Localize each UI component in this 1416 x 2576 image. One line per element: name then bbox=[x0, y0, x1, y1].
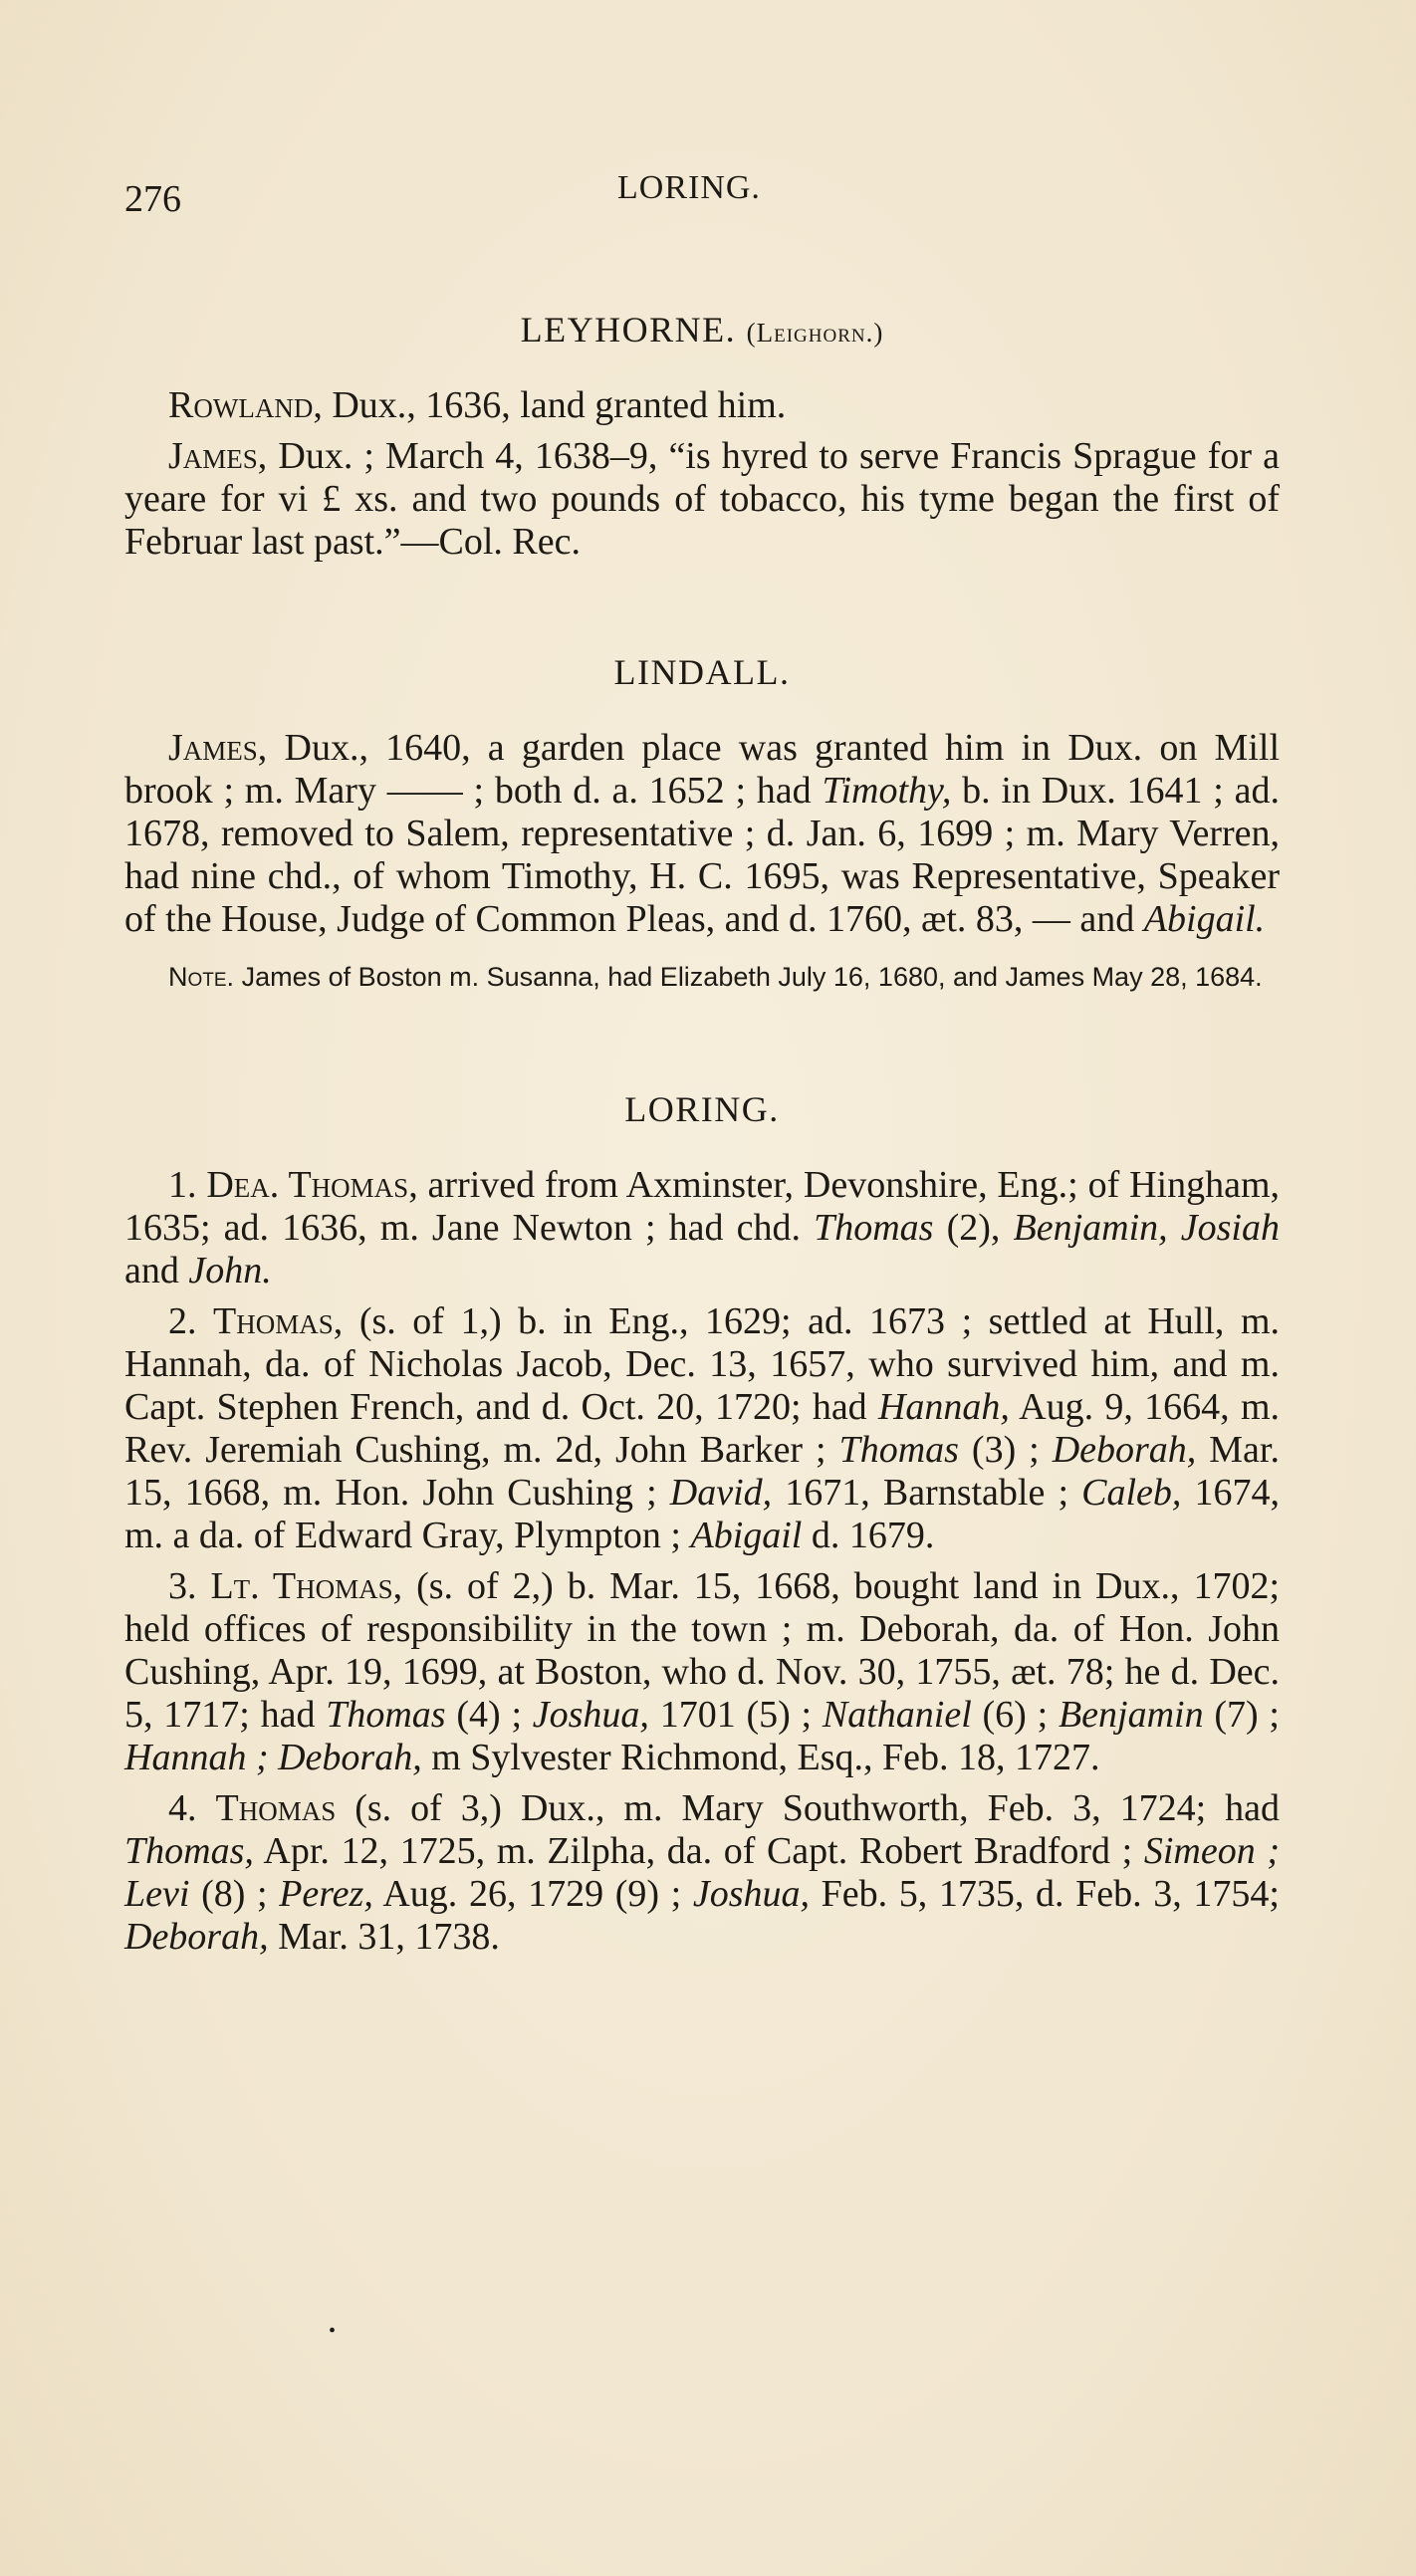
entry-james-leyhorne bbox=[124, 435, 1280, 564]
entry-text: d. 1679. bbox=[802, 1515, 935, 1556]
entry-text: 1701 (5) ; bbox=[648, 1694, 823, 1736]
entry-italic: Thomas, bbox=[124, 1830, 254, 1872]
entry-loring-2 bbox=[124, 1300, 1280, 1557]
footer-mark: • bbox=[329, 2320, 337, 2342]
entry-text: (6) ; bbox=[971, 1694, 1059, 1736]
note-lindall bbox=[124, 955, 1280, 999]
entry-italic: Simeon ; Levi bbox=[124, 1830, 1280, 1915]
entry-text: (2), bbox=[933, 1207, 1014, 1249]
entry-italic: John. bbox=[188, 1250, 272, 1291]
entry-number: 1. bbox=[168, 1164, 207, 1206]
entry-number: 3. bbox=[168, 1565, 211, 1607]
entry-name: Lt. Thomas, bbox=[210, 1565, 403, 1607]
running-title: LORING. bbox=[617, 169, 761, 206]
entry-italic: David, bbox=[669, 1472, 773, 1514]
entry-italic: Deborah, bbox=[1052, 1429, 1197, 1471]
entry-italic: Deborah, bbox=[124, 1916, 269, 1958]
entry-loring-3 bbox=[124, 1565, 1280, 1779]
entry-text: (s. of 2,) b. Mar. 15, 1668, bought land in Dux., 1702; held offices of responsibility in the town ; m. Deborah, da. of Hon. John Cushing, Apr. 19, 1699, at Boston, who d. Nov. 30, 1755, æt. 78; he d. Dec. 5, 1717; had bbox=[124, 1565, 1281, 1736]
entry-italic: Joshua, bbox=[692, 1873, 810, 1915]
section-alt-title: (Leighorn.) bbox=[746, 318, 884, 348]
section-title-lindall: LINDALL. bbox=[613, 652, 791, 692]
entry-text: arrived from Axminster, Devonshire, Eng.; of Hingham, 1635; ad. 1636, m. Jane Newton ; had chd. bbox=[124, 1164, 1280, 1249]
entry-italic: Thomas bbox=[838, 1429, 959, 1471]
entry-name: James, bbox=[168, 727, 268, 769]
entry-text: Aug. 26, 1729 (9) ; bbox=[372, 1873, 693, 1915]
entry-text: 1674, m. a da. of Edward Gray, Plympton ; bbox=[124, 1472, 1281, 1556]
entry-text: Dux., 1640, a garden place was granted him in Dux. on Mill brook ; m. Mary —— ; both d. a. 1652 ; had bbox=[124, 727, 1280, 812]
entry-text: Mar. 15, 1668, m. Hon. John Cushing ; bbox=[124, 1429, 1280, 1514]
page-header bbox=[124, 169, 1280, 229]
entry-italic: Thomas bbox=[326, 1694, 446, 1736]
entry-name: Thomas bbox=[215, 1787, 337, 1829]
entry-text: (8) ; bbox=[189, 1873, 280, 1915]
page-number: 276 bbox=[124, 178, 181, 220]
entry-text: (3) ; bbox=[958, 1429, 1053, 1471]
entry-text: 1671, Barnstable ; bbox=[772, 1472, 1082, 1514]
entry-italic: Joshua, bbox=[532, 1694, 649, 1736]
entry-name: Thomas, bbox=[213, 1300, 344, 1342]
section-title-loring: LORING. bbox=[624, 1089, 780, 1129]
entry-text: (s. of 1,) b. in Eng., 1629; ad. 1673 ; settled at Hull, m. Hannah, da. of Nicholas Jacob, Dec. 13, 1657, who survived him, and m. Capt. Stephen French, and d. Oct. 20, 1720; had bbox=[124, 1300, 1281, 1428]
page-content bbox=[124, 289, 1280, 1967]
entry-italic: Thomas bbox=[814, 1207, 934, 1249]
entry-name: James, bbox=[168, 435, 268, 477]
entry-text: (s. of 3,) Dux., m. Mary Southworth, Feb. 3, 1724; had bbox=[336, 1787, 1280, 1829]
entry-italic: Abigail. bbox=[1143, 898, 1266, 940]
entry-italic: Perez, bbox=[279, 1873, 373, 1915]
entry-text: Feb. 5, 1735, d. Feb. 3, 1754; bbox=[810, 1873, 1280, 1915]
entry-loring-1 bbox=[124, 1164, 1280, 1292]
entry-text: Mar. 31, 1738. bbox=[268, 1916, 500, 1958]
entry-number: 2. bbox=[168, 1300, 214, 1342]
entry-italic: Caleb, bbox=[1081, 1472, 1182, 1514]
entry-rowland bbox=[124, 384, 1280, 427]
note-label: Note. bbox=[168, 962, 235, 992]
entry-name: Dea. Thomas, bbox=[206, 1164, 418, 1206]
entry-james-lindall bbox=[124, 727, 1280, 941]
entry-text: and bbox=[124, 1250, 189, 1291]
entry-text: b. in Dux. 1641 ; ad. 1678, removed to Salem, representative ; d. Jan. 6, 1699 ; m. Mary Verren, had nine chd., of whom Timothy, H. C. 1695, was Representative, Speaker of the House, Judge of Common Pleas, and d. 1760, æt. 83, — and bbox=[124, 770, 1280, 940]
entry-italic: Abigail bbox=[690, 1515, 803, 1556]
entry-text: Aug. 9, 1664, m. Rev. Jeremiah Cushing, m. 2d, John Barker ; bbox=[124, 1386, 1280, 1471]
entry-italic: Timothy, bbox=[822, 770, 952, 812]
note-text: James of Boston m. Susanna, had Elizabeth July 16, 1680, and James May 28, 1684. bbox=[234, 962, 1263, 992]
entry-text: Apr. 12, 1725, m. Zilpha, da. of Capt. Robert Bradford ; bbox=[253, 1830, 1144, 1872]
entry-italic: Hannah ; Deborah, bbox=[124, 1737, 422, 1778]
entry-italic: Benjamin, Josiah bbox=[1013, 1207, 1280, 1249]
entry-loring-4 bbox=[124, 1787, 1280, 1959]
entry-italic: Hannah, bbox=[877, 1386, 1010, 1428]
entry-italic: Benjamin bbox=[1058, 1694, 1204, 1736]
entry-number: 4. bbox=[168, 1787, 216, 1829]
section-title-leyhorne bbox=[124, 309, 1280, 351]
entry-text: (4) ; bbox=[445, 1694, 533, 1736]
entry-text: (7) ; bbox=[1203, 1694, 1280, 1736]
entry-text: Dux., 1636, land granted him. bbox=[322, 384, 787, 426]
entry-italic: Nathaniel bbox=[822, 1694, 972, 1736]
entry-text: Dux. ; March 4, 1638–9, “is hyred to serve Francis Sprague for a yeare for vi £ xs. and two pounds of tobacco, his tyme began the first of Februar last past.”—Col. Rec. bbox=[124, 435, 1280, 563]
entry-name: Rowland, bbox=[168, 384, 323, 426]
section-title-text: LEYHORNE. bbox=[520, 310, 737, 350]
entry-text: m Sylvester Richmond, Esq., Feb. 18, 1727. bbox=[421, 1737, 1100, 1778]
